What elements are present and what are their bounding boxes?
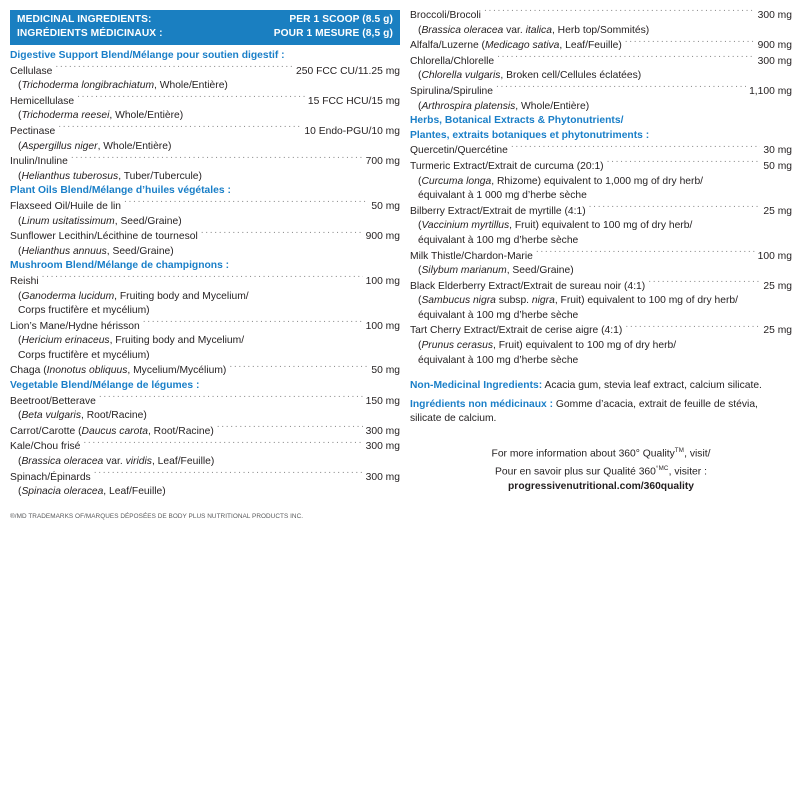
- non-medicinal-fr: [410, 398, 792, 427]
- dot-leader: [217, 424, 363, 434]
- ingredient-row: [10, 64, 400, 80]
- ingredient-row: [10, 394, 400, 410]
- ingredient-amount: 50 mg: [371, 365, 400, 377]
- ingredient-source: (Trichoderma reesei, Whole/Entière): [18, 110, 184, 122]
- dot-leader: [42, 274, 363, 284]
- ingredient-row: [10, 439, 400, 455]
- ingredient-source: (Aspergillus niger, Whole/Entière): [18, 140, 172, 152]
- herbs-ingredient-list: [410, 143, 792, 368]
- ingredient-amount: 10 Endo-PGU/10 mg: [304, 125, 400, 137]
- ingredient-source: (Arthrospira platensis, Whole/Entière): [418, 100, 590, 112]
- ingredient-name: Cellulase: [10, 65, 53, 77]
- trademark-note: ®/MD TRADEMARKS OF/MARQUES DÉPOSÉES DE BODY PLUS NUTRITIONAL PRODUCTS INC.: [10, 512, 304, 520]
- left-blend-list: [10, 49, 400, 500]
- trademark-superscript: TM: [674, 447, 685, 455]
- ingredient-amount: 150 mg: [365, 395, 400, 407]
- promo-url[interactable]: progressivenutritional.com/360quality: [508, 481, 694, 493]
- ingredient-amount: 25 mg: [763, 205, 792, 217]
- promo-line2-post: , visiter :: [668, 466, 707, 478]
- dot-leader: [99, 394, 363, 404]
- ingredient-row: [410, 323, 792, 339]
- ingredient-name: Alfalfa/Luzerne (Medicago sativa, Leaf/Feuille): [410, 40, 622, 52]
- dot-leader: [58, 124, 301, 134]
- ingredient-amount: 50 mg: [371, 200, 400, 212]
- non-medicinal-text-en: Acacia gum, stevia leaf extract, calcium silicate.: [542, 380, 762, 392]
- ingredient-amount: 250 FCC CU/11.25 mg: [296, 65, 400, 77]
- dot-leader: [83, 439, 362, 449]
- ingredient-source: (Trichoderma longibrachiatum, Whole/Entière): [18, 80, 228, 92]
- herbs-heading-line1: Herbs, Botanical Extracts & Phytonutrients/: [410, 115, 624, 127]
- promo-line-fr: [410, 462, 792, 480]
- ingredient-source: (Vaccinium myrtillus, Fruit) equivalent to 100 mg of dry herb/: [418, 220, 693, 232]
- ingredient-row: [10, 229, 400, 245]
- ingredient-source: équivalant à 100 mg d’herbe sèche: [418, 354, 579, 366]
- header-row-fr: [17, 27, 393, 41]
- ingredient-row: [410, 279, 792, 295]
- dot-leader: [625, 38, 755, 48]
- dot-leader: [607, 159, 761, 169]
- ingredient-name: Pectinase: [10, 125, 56, 137]
- ingredient-row: [10, 94, 400, 110]
- marque-commerce-superscript: °MC: [655, 465, 669, 473]
- ingredient-amount: 50 mg: [763, 160, 792, 172]
- ingredient-name: Chaga (Inonotus obliquus, Mycelium/Mycélium): [10, 365, 227, 377]
- non-medicinal-en: [410, 379, 792, 394]
- blend-heading: Plant Oils Blend/Mélange d’huiles végétales :: [10, 185, 231, 197]
- blend-heading: Mushroom Blend/Mélange de champignons :: [10, 260, 230, 272]
- ingredient-name: Hemicellulase: [10, 95, 75, 107]
- ingredient-name: Black Elderberry Extract/Extrait de sureau noir (4:1): [410, 280, 646, 292]
- promo-line-en: [410, 444, 792, 462]
- ingredient-amount: 300 mg: [757, 55, 792, 67]
- ingredient-amount: 100 mg: [757, 250, 792, 262]
- ingredient-name: Beetroot/Betterave: [10, 395, 96, 407]
- dot-leader: [55, 64, 293, 74]
- dot-leader: [497, 54, 755, 64]
- ingredient-row: [410, 249, 792, 265]
- ingredient-row: [410, 159, 792, 175]
- ingredient-source: (Helianthus annuus, Seed/Graine): [18, 245, 174, 257]
- ingredient-row: [10, 124, 400, 140]
- ingredient-name: Sunflower Lecithin/Lécithine de tournesol: [10, 231, 198, 243]
- ingredient-source: (Brassica oleracea var. italica, Herb top/Sommités): [418, 24, 650, 36]
- ingredient-source: (Chlorella vulgaris, Broken cell/Cellules éclatées): [418, 70, 642, 82]
- ingredient-row: [10, 319, 400, 335]
- promo-line2-pre: Pour en savoir plus sur Qualité 360: [495, 466, 656, 478]
- ingredient-source: (Prunus cerasus, Fruit) equivalent to 100 mg of dry herb/: [418, 340, 677, 352]
- ingredient-amount: 100 mg: [365, 320, 400, 332]
- ingredient-amount: 1,100 mg: [749, 85, 792, 97]
- ingredient-name: Turmeric Extract/Extrait de curcuma (20:1): [410, 160, 604, 172]
- ingredient-amount: 25 mg: [763, 280, 792, 292]
- ingredient-name: Kale/Chou frisé: [10, 441, 81, 453]
- dot-leader: [71, 154, 363, 164]
- right-column: [410, 8, 792, 495]
- dot-leader: [94, 470, 363, 480]
- ingredient-amount: 900 mg: [365, 231, 400, 243]
- herbs-heading-line2: Plantes, extraits botaniques et phytonutriments :: [410, 129, 650, 141]
- dot-leader: [201, 229, 363, 239]
- dot-leader: [484, 8, 755, 18]
- ingredient-name: Milk Thistle/Chardon-Marie: [410, 250, 533, 262]
- ingredient-amount: 300 mg: [365, 471, 400, 483]
- ingredient-name: Flaxseed Oil/Huile de lin: [10, 200, 122, 212]
- ingredient-name: Quercetin/Quercétine: [410, 145, 508, 157]
- left-column: [10, 10, 400, 522]
- ingredient-source: (Brassica oleracea var. viridis, Leaf/Feuille): [18, 456, 215, 468]
- ingredient-name: Bilberry Extract/Extrait de myrtille (4:1): [410, 205, 586, 217]
- header-serving-fr: POUR 1 MESURE (8,5 g): [273, 28, 393, 39]
- ingredient-name: Reishi: [10, 275, 39, 287]
- blend-heading: Vegetable Blend/Mélange de légumes :: [10, 380, 200, 392]
- blend-heading: Digestive Support Blend/Mélange pour soutien digestif :: [10, 50, 285, 61]
- ingredient-source: (Ganoderma lucidum, Fruiting body and Mycelium/: [18, 290, 249, 302]
- ingredient-amount: 30 mg: [763, 145, 792, 157]
- medicinal-ingredients-header: [10, 10, 400, 45]
- ingredient-row: [410, 143, 792, 159]
- dot-leader: [511, 143, 761, 153]
- ingredient-row: [410, 84, 792, 100]
- ingredient-source: Corps fructifère et mycélium): [18, 305, 150, 317]
- ingredient-amount: 25 mg: [763, 325, 792, 337]
- ingredient-row: [10, 199, 400, 215]
- dot-leader: [625, 323, 760, 333]
- header-title-fr: INGRÉDIENTS MÉDICINAUX :: [17, 28, 163, 39]
- ingredient-source: équivalant à 100 mg d’herbe sèche: [418, 309, 579, 321]
- ingredient-source: (Beta vulgaris, Root/Racine): [18, 410, 147, 422]
- ingredient-source: Corps fructifère et mycélium): [18, 349, 150, 361]
- ingredient-name: Spinach/Épinards: [10, 471, 91, 483]
- dot-leader: [648, 279, 760, 289]
- ingredient-name: Inulin/Inuline: [10, 156, 68, 168]
- ingredient-source: (Curcuma longa, Rhizome) equivalent to 1,000 mg of dry herb/: [418, 175, 704, 187]
- ingredient-name: Chlorella/Chlorelle: [410, 55, 495, 67]
- ingredient-row: [410, 54, 792, 70]
- ingredient-name: Lion’s Mane/Hydne hérisson: [10, 320, 140, 332]
- ingredient-name: Tart Cherry Extract/Extrait de cerise aigre (4:1): [410, 325, 623, 337]
- ingredient-source: équivalant à 100 mg d’herbe sèche: [418, 234, 579, 246]
- vegetable-blend-continued: [410, 8, 792, 114]
- ingredient-source: (Hericium erinaceus, Fruiting body and Mycelium/: [18, 335, 245, 347]
- dot-leader: [124, 199, 368, 209]
- ingredient-amount: 300 mg: [757, 10, 792, 21]
- ingredient-amount: 900 mg: [757, 40, 792, 52]
- ingredient-name: Carrot/Carotte (Daucus carota, Root/Racine): [10, 425, 214, 437]
- dot-leader: [77, 94, 305, 104]
- ingredient-row: [410, 204, 792, 220]
- dot-leader: [536, 249, 755, 259]
- dot-leader: [229, 363, 368, 373]
- ingredient-amount: 300 mg: [365, 425, 400, 437]
- ingredient-row: [10, 274, 400, 290]
- promo-line1-post: , visit/: [684, 448, 711, 460]
- non-medicinal-label-en: Non-Medicinal Ingredients:: [410, 380, 543, 392]
- ingredient-source: équivalant à 1 000 mg d’herbe sèche: [418, 190, 587, 202]
- ingredient-amount: 100 mg: [365, 275, 400, 287]
- ingredient-source: (Helianthus tuberosus, Tuber/Tubercule): [18, 170, 202, 182]
- ingredient-amount: 700 mg: [365, 156, 400, 168]
- ingredient-name: Spirulina/Spiruline: [410, 85, 493, 97]
- header-title-en: MEDICINAL INGREDIENTS:: [17, 14, 152, 25]
- ingredient-row: [410, 8, 792, 24]
- promo-line1-pre: For more information about 360° Quality: [491, 448, 675, 460]
- dot-leader: [589, 204, 761, 214]
- promo-block: [410, 444, 792, 495]
- ingredient-amount: 15 FCC HCU/15 mg: [307, 95, 400, 107]
- ingredient-row: [10, 363, 400, 379]
- ingredient-name: Broccoli/Brocoli: [410, 10, 481, 21]
- ingredient-row: [410, 38, 792, 54]
- dot-leader: [496, 84, 746, 94]
- header-serving-en: PER 1 SCOOP (8.5 g): [289, 14, 393, 25]
- ingredient-source: (Silybum marianum, Seed/Graine): [418, 265, 574, 277]
- ingredient-amount: 300 mg: [365, 441, 400, 453]
- ingredient-row: [10, 154, 400, 170]
- dot-leader: [143, 319, 363, 329]
- ingredient-source: (Sambucus nigra subsp. nigra, Fruit) equivalent to 100 mg of dry herb/: [418, 295, 738, 307]
- non-medicinal-text-fr: Gomme d’acacia, extrait de feuille de stévia, silicate de calcium.: [410, 398, 758, 425]
- ingredient-source: (Spinacia oleracea, Leaf/Feuille): [18, 486, 166, 498]
- header-row-en: [17, 13, 393, 27]
- ingredient-row: [10, 424, 400, 440]
- ingredient-row: [10, 470, 400, 486]
- ingredient-source: (Linum usitatissimum, Seed/Graine): [18, 215, 182, 227]
- non-medicinal-label-fr: Ingrédients non médicinaux :: [410, 398, 554, 410]
- non-medicinal-ingredients: [410, 379, 792, 427]
